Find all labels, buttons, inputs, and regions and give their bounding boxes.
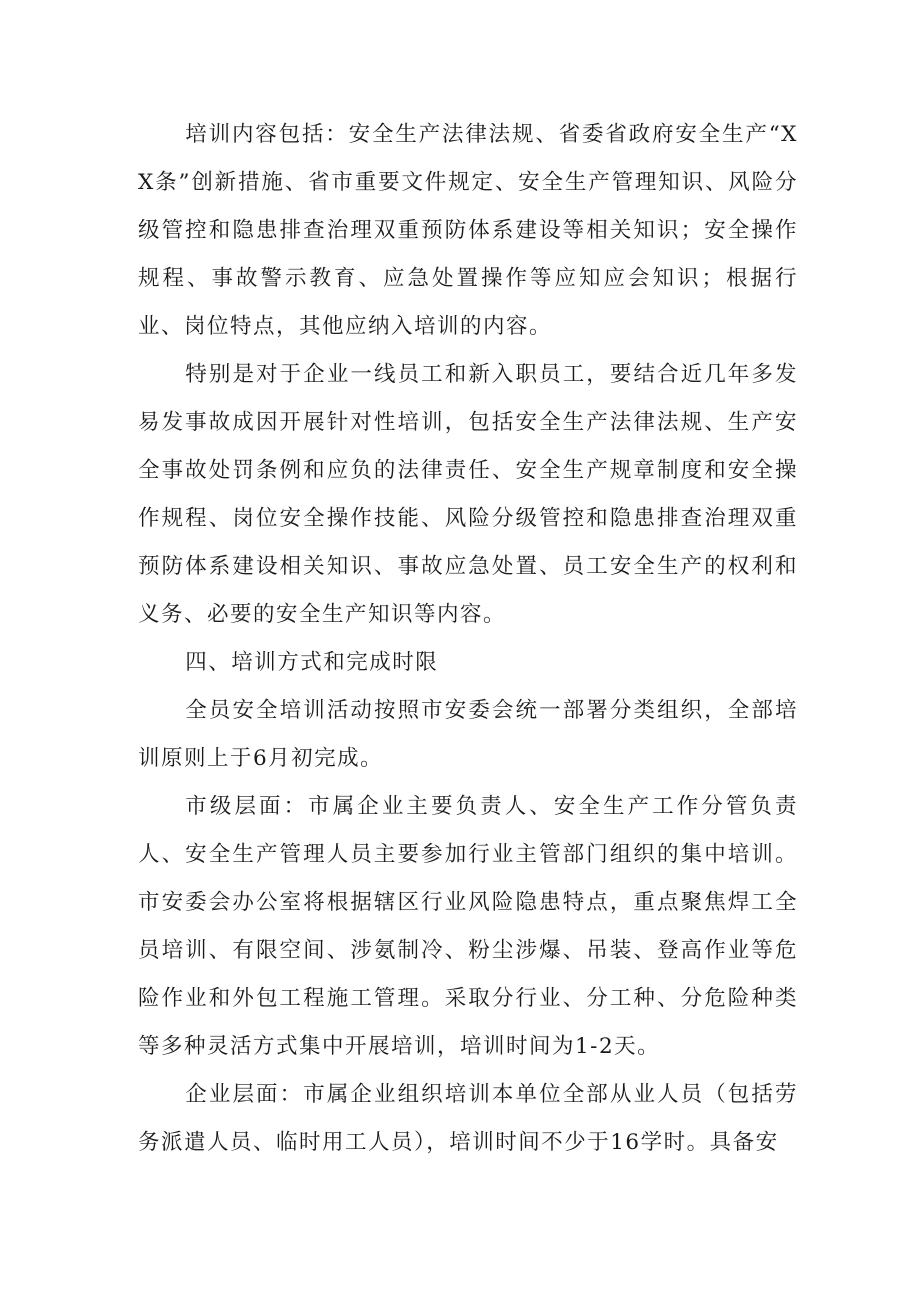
document-body <box>138 111 798 1167</box>
section-heading-training-method: 四、培训方式和完成时限 <box>185 650 439 675</box>
paragraph-training-schedule: 全员安全培训活动按照市安委会统一部署分类组织，全部培训原则上于6月初完成。 <box>138 698 798 771</box>
paragraph-city-level: 市级层面：市属企业主要负责人、安全生产工作分管负责人、安全生产管理人员主要参加行业主管部门组织的集中培训。市安委会办公室将根据辖区行业风险隐患特点，重点聚焦焊工全员培训、有限空间、涉氨制冷、粉尘涉爆、吊装、登高作业等危险作业和外包工程施工管理。采取分行业、分工种、分危险种类等多种灵活方式集中开展培训，培训时间为1-2天。 <box>138 794 798 1059</box>
paragraph-training-content: 培训内容包括：安全生产法律法规、省委省政府安全生产“XX条”创新措施、省市重要文件规定、安全生产管理知识、风险分级管控和隐患排查治理双重预防体系建设等相关知识；安全操作规程、事故警示教育、应急处置操作等应知应会知识；根据行业、岗位特点，其他应纳入培训的内容。 <box>138 122 798 339</box>
paragraph-enterprise-level: 企业层面：市属企业组织培训本单位全部从业人员（包括劳务派遣人员、临时用工人员），培训时间不少于16学时。具备安 <box>138 1082 798 1155</box>
paragraph-frontline-training: 特别是对于企业一线员工和新入职员工，要结合近几年多发易发事故成因开展针对性培训，包括安全生产法律法规、生产安全事故处罚条例和应负的法律责任、安全生产规章制度和安全操作规程、岗位安全操作技能、风险分级管控和隐患排查治理双重预防体系建设相关知识、事故应急处置、员工安全生产的权利和义务、必要的安全生产知识等内容。 <box>138 362 798 627</box>
